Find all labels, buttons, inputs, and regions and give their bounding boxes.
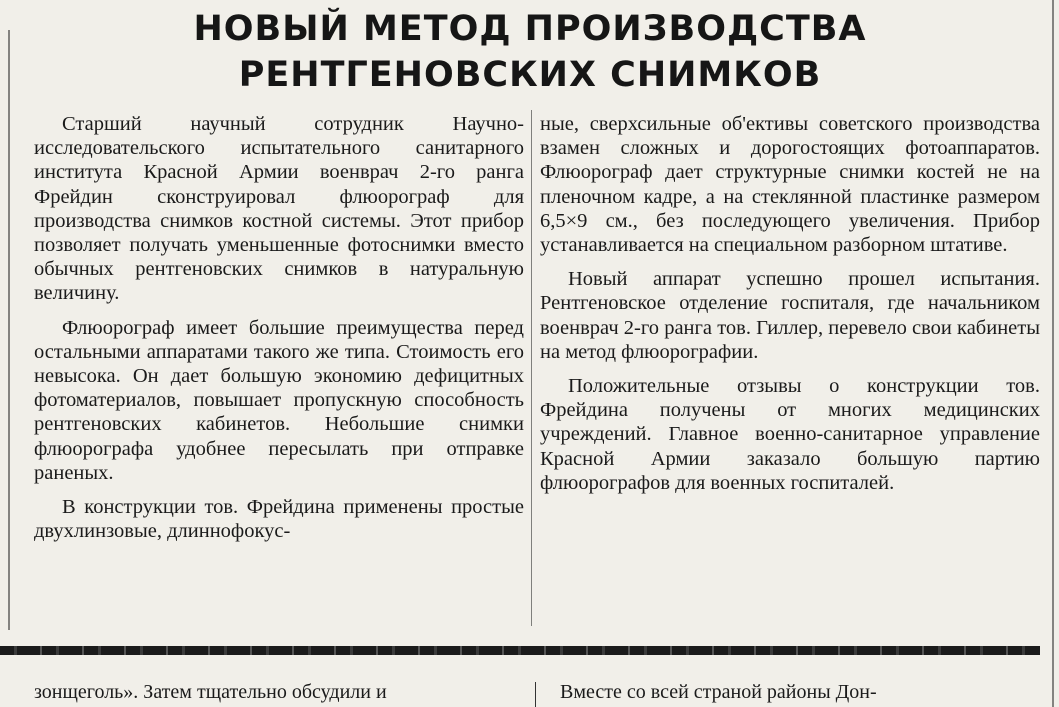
column-rule: [531, 110, 532, 626]
headline-line-2: РЕНТГЕНОВСКИХ СНИМКОВ: [238, 55, 822, 95]
paragraph: Флюорограф имеет большие преимущества перед остальными аппаратами такого же типа. Стоимость его невысока. Он дает большую экономию дефицитных фотоматериалов, повышает пропускную способность рентгеновских кабинетов. Небольшие снимки флюорографа удобнее пересылать при отправке раненых.: [34, 316, 524, 484]
paragraph: Положительные отзывы о конструкции тов. Фрейдина получены от многих медицинских учреждений. Главное военно-санитарное управление Красной Армии заказало большую партию флюорографов для военных госпиталей.: [540, 375, 1040, 494]
article-headline: [60, 6, 1000, 98]
left-margin-rule: [8, 30, 10, 630]
paragraph-continuation: ные, сверхсильные об'ективы советского производства взамен сложных и дорогостоящих фотоаппаратов. Флюорограф дает структурные снимки костей не на пленочном кадре, а на стеклянной пластинке размером 6,5×9 см., без последующего увеличения. Прибор устанавливается на специальном разборном штативе.: [540, 113, 1040, 257]
right-margin-rule: [1052, 0, 1054, 707]
column-rule: [535, 682, 536, 707]
paragraph: Новый аппарат успешно прошел испытания. Рентгеновское отделение госпиталя, где начальником военврач 2-го ранга тов. Гиллер, перевело свои кабинеты на метод флюорографии.: [540, 268, 1040, 363]
next-article-right-fragment: Вместе со всей страной районы Дон-: [560, 681, 877, 703]
headline-line-1: НОВЫЙ МЕТОД ПРОИЗВОДСТВА: [193, 9, 867, 49]
next-article-left-fragment: зонщеголь». Затем тщательно обсудили и: [34, 681, 387, 703]
paragraph: Старший научный сотрудник Научно-исследовательского испытательного санитарного института Красной Армии военврач 2-го ранга Фрейдин сконструировал флюорограф для производства снимков костной системы. Этот прибор позволяет получать уменьшенные фотоснимки вместо обычных рентгеновских снимков в натуральную величину.: [34, 113, 524, 305]
section-divider: [0, 646, 1040, 655]
right-column: [540, 112, 1040, 505]
paragraph: В конструкции тов. Фрейдина применены простые двухлинзовые, длиннофокус-: [34, 496, 524, 543]
left-column: [34, 112, 524, 553]
